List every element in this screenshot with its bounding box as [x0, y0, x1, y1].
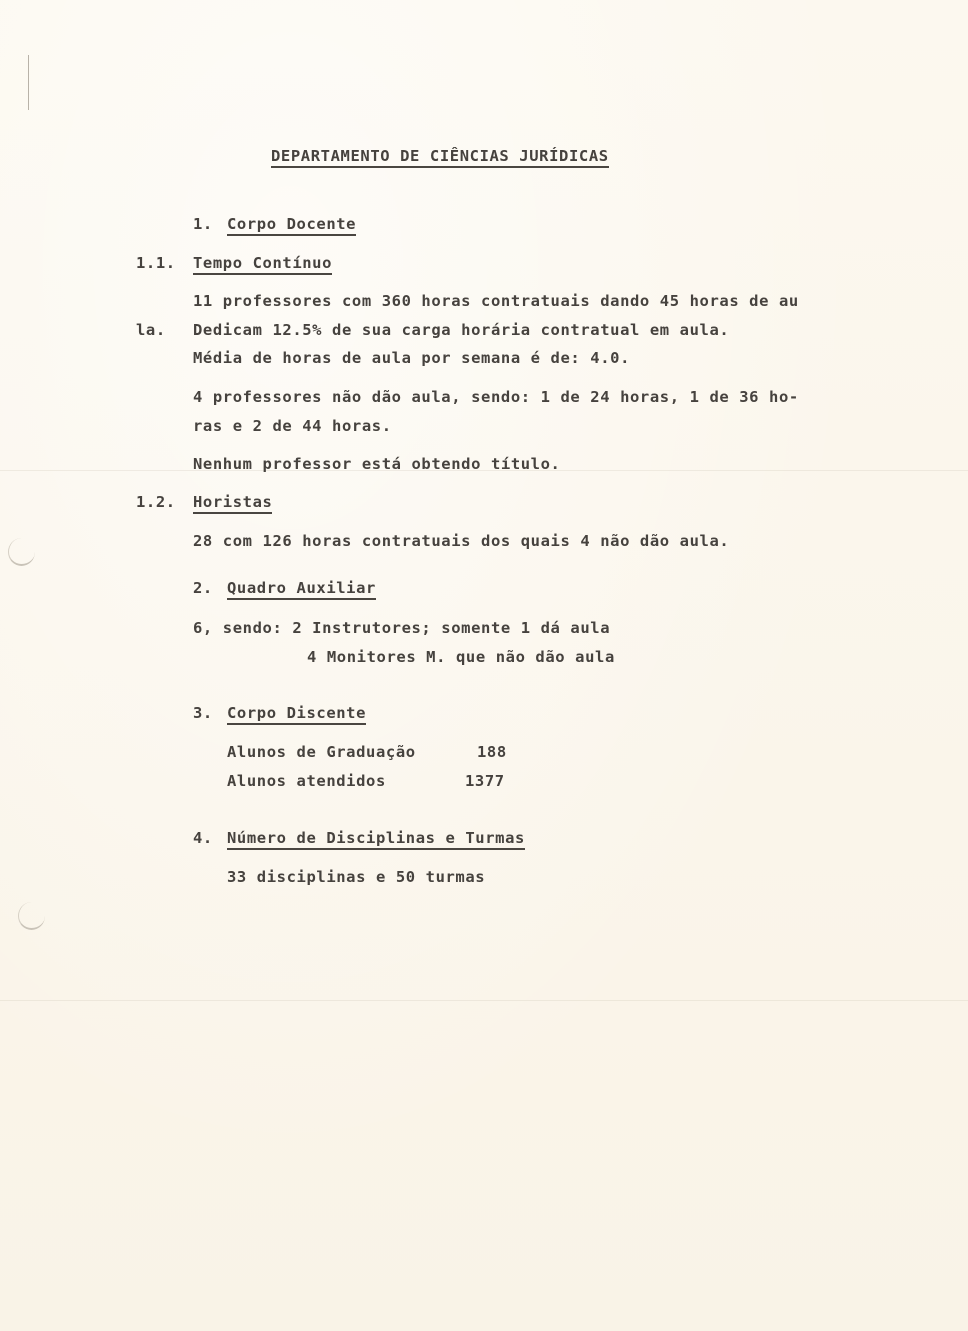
section-1-heading: Corpo Docente [227, 215, 356, 236]
section-2-line-1: 6, sendo: 2 Instrutores; somente 1 dá aula [193, 619, 611, 637]
section-1-1-number: 1.1. [136, 254, 176, 272]
paper-crease [0, 1000, 968, 1001]
section-1-number: 1. [193, 215, 213, 233]
section-2-number: 2. [193, 579, 213, 597]
section-2-heading: Quadro Auxiliar [227, 579, 376, 600]
section-3-heading: Corpo Discente [227, 704, 366, 725]
section-1-1-line-3: Média de horas de aula por semana é de: 4.0. [193, 349, 630, 367]
document-title: DEPARTAMENTO DE CIÊNCIAS JURÍDICAS [271, 147, 609, 168]
section-1-1-line-2-prefix: la. [136, 321, 166, 339]
punch-hole-mark [18, 902, 45, 930]
section-1-1-heading: Tempo Contínuo [193, 254, 332, 275]
section-1-2-number: 1.2. [136, 493, 176, 511]
section-4-line-1: 33 disciplinas e 50 turmas [227, 868, 486, 886]
section-1-1-line-4: 4 professores não dão aula, sendo: 1 de 24 horas, 1 de 36 ho- [193, 388, 799, 406]
section-1-1-line-2: Dedicam 12.5% de sua carga horária contratual em aula. [193, 321, 730, 339]
section-1-2-line-1: 28 com 126 horas contratuais dos quais 4 não dão aula. [193, 532, 730, 550]
section-1-1-line-1: 11 professores com 360 horas contratuais dando 45 horas de au [193, 292, 799, 310]
section-1-2-heading: Horistas [193, 493, 272, 514]
attended-students-label: Alunos atendidos [227, 772, 386, 790]
graduation-students-value: 188 [477, 743, 507, 761]
section-4-number: 4. [193, 829, 213, 847]
section-1-1-line-5: ras e 2 de 44 horas. [193, 417, 392, 435]
section-3-number: 3. [193, 704, 213, 722]
section-2-line-2: 4 Monitores M. que não dão aula [307, 648, 615, 666]
section-1-1-line-6: Nenhum professor está obtendo título. [193, 455, 561, 473]
graduation-students-label: Alunos de Graduação [227, 743, 416, 761]
section-4-heading: Número de Disciplinas e Turmas [227, 829, 525, 850]
paper-edge-mark [28, 55, 29, 110]
attended-students-value: 1377 [465, 772, 505, 790]
punch-hole-mark [8, 538, 35, 566]
